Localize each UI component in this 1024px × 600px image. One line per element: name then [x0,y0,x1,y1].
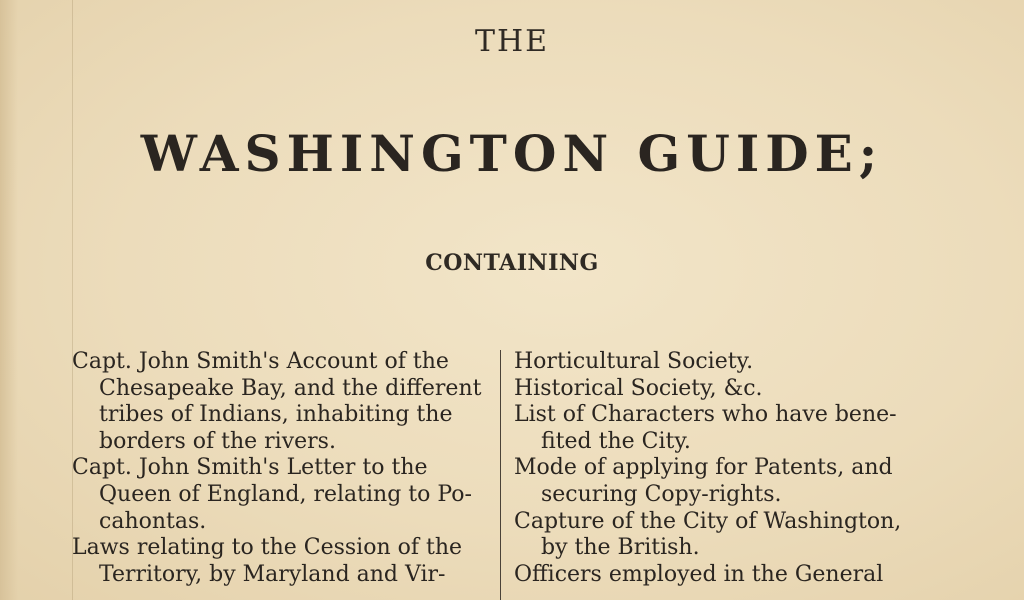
entry-line: cahontas. [99,508,207,534]
contents-right-column [514,349,938,588]
entry-line: Capt. John Smith's Letter to the [72,455,428,481]
contents-entry [514,509,938,562]
contents-entry [514,349,938,376]
entry-line: fited the City. [541,428,691,454]
contents-entry [514,455,938,508]
contents-entry [514,402,938,455]
entry-line: Capt. John Smith's Account of the [72,349,449,374]
contents-entry [72,455,492,535]
entry-line: Chesapeake Bay, and the different [99,375,482,401]
page-edge-shadow [0,0,18,600]
entry-line: Laws relating to the Cession of the [72,535,463,561]
entry-line: borders of the rivers. [99,428,336,454]
entry-line: Officers employed in the General [514,561,884,587]
entry-line: Capture of the City of Washington, [514,508,902,534]
contents-entry [72,349,492,455]
entry-line: by the British. [541,535,700,561]
entry-line: securing Copy-rights. [541,481,782,507]
contents-entry [72,535,492,588]
column-divider [500,350,501,600]
contents-left-column [72,349,492,588]
entry-line: Mode of applying for Patents, and [514,455,893,481]
entry-line: Territory, by Maryland and Vir- [99,561,446,587]
entry-line: Horticultural Society. [514,349,754,374]
contents-entry [514,376,938,403]
entry-line: List of Characters who have bene- [514,402,897,428]
contents-heading: CONTAINING [425,250,599,276]
entry-line: tribes of Indians, inhabiting the [99,402,453,428]
title-article: THE [474,24,550,59]
page-title: WASHINGTON GUIDE; [140,124,884,183]
entry-line: Historical Society, &c. [514,375,763,401]
entry-line: Queen of England, relating to Po- [99,481,472,507]
contents-entry [514,562,938,589]
